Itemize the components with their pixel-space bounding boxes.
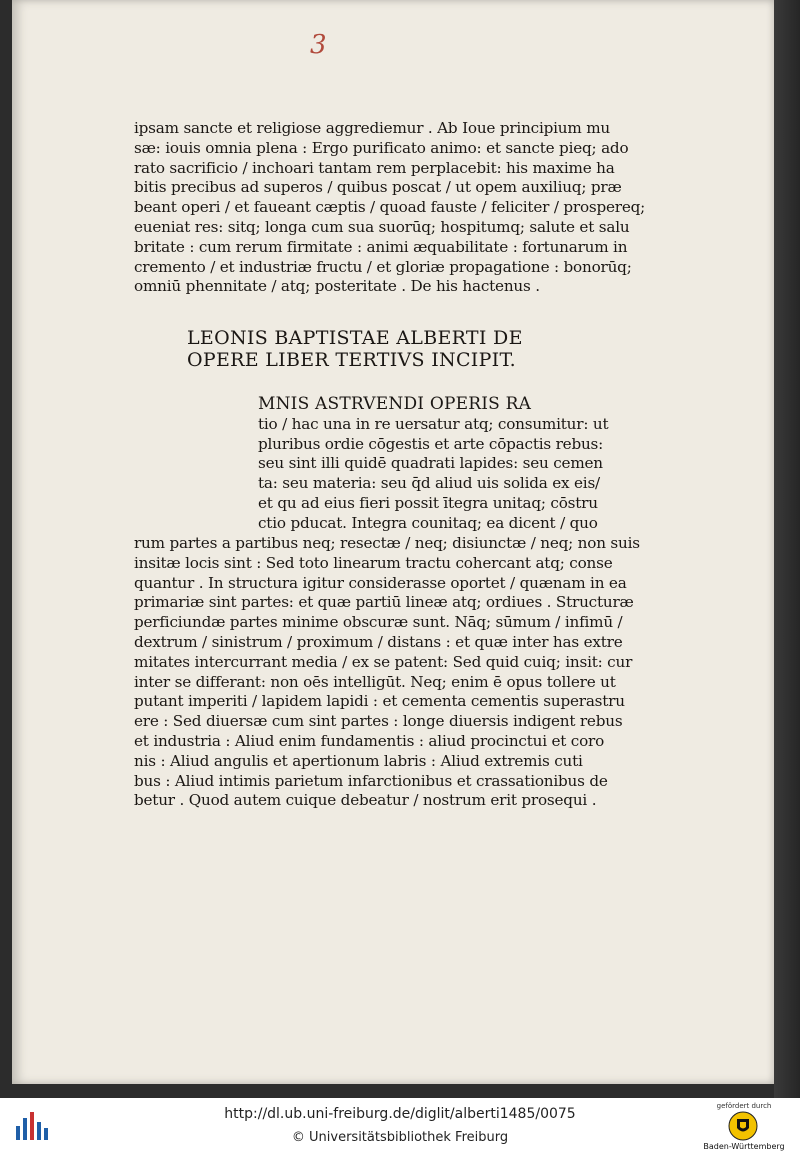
text-line: quantur . In structura igitur considerasse oportet / quænam in ea: [134, 573, 627, 592]
text-line-incipit: MNIS ASTRVENDI OPERIS RA: [258, 394, 532, 414]
text-line: britate : cum rerum firmitate : animi æquabilitate : fortunarum in: [134, 237, 628, 256]
permalink-url[interactable]: http://dl.ub.uni-freiburg.de/diglit/alberti1485/0075: [224, 1106, 576, 1122]
footer-bar: [0, 1098, 800, 1156]
text-line: insitæ locis sint : Sed toto linearum tractu cohercant atq; conse: [134, 553, 613, 572]
text-line: ta: seu materia: seu q̄d aliud uis solida ex eis/: [258, 474, 600, 493]
text-line: omniū phennitate / atq; posteritate . De his hactenus .: [134, 277, 540, 296]
sponsor-label: gefördert durch: [716, 1102, 772, 1110]
text-line: primariæ sint partes: et quæ partiū lineæ atq; ordiues . Structuræ: [134, 593, 634, 612]
paragraph-1: [134, 119, 645, 297]
text-line: ere : Sed diuersæ cum sint partes : longe diuersis indigent rebus: [134, 712, 623, 731]
text-line: bus : Aliud intimis parietum infarctionibus et crassationibus de: [134, 771, 608, 790]
text-line: et qu ad eius fieri possit ītegra unitaq; cōstru: [258, 493, 598, 512]
text-line: dextrum / sinistrum / proximum / distans : et quæ inter has extre: [134, 632, 623, 651]
section-heading: [187, 327, 523, 371]
text-line: putant imperiti / lapidem lapidi : et cementa cementis superastru: [134, 692, 625, 711]
paragraph-2-indented: [258, 395, 608, 534]
text-line: betur . Quod autem cuique debeatur / nostrum erit prosequi .: [134, 791, 597, 810]
sponsor-block: [690, 1100, 798, 1154]
text-line: ctio pducat. Integra counitaq; ea dicent / quo: [258, 513, 598, 532]
text-line: eueniat res: sitq; longa cum sua suorūq; hospitumq; salute et salu: [134, 217, 630, 236]
paragraph-2-full: [134, 534, 640, 811]
text-line: pluribus ordie cōgestis et arte cōpactis rebus:: [258, 434, 604, 453]
text-line: rum partes a partibus neq; resectæ / neq; disiunctæ / neq; non suis: [134, 534, 640, 552]
scanned-page: [12, 0, 774, 1084]
text-line: inter se differant: non oēs intelligūt. Neq; enim ē opus tollere ut: [134, 672, 616, 691]
sponsor-name: Baden-Württemberg: [703, 1142, 785, 1151]
heading-line: LEONIS BAPTISTAE ALBERTI DE: [187, 327, 523, 349]
copyright-notice: © Universitätsbibliothek Freiburg: [291, 1130, 509, 1145]
text-line: ipsam sancte et religiose aggrediemur . Ab Ioue principium mu: [134, 119, 610, 137]
text-line: et industria : Aliud enim fundamentis : aliud procinctui et coro: [134, 731, 605, 750]
page-edge-shadow: [774, 0, 800, 1098]
text-line: bitis precibus ad superos / quibus poscat / ut opem auxiliuq; præ: [134, 178, 622, 197]
text-line: sæ: iouis omnia plena : Ergo purificato animo: et sancte pieq; ado: [134, 138, 629, 157]
text-line: tio / hac una in re uersatur atq; consumitur: ut: [258, 414, 609, 433]
text-line: mitates intercurrant media / ex se patent: Sed quid cuiq; insit: cur: [134, 652, 633, 671]
text-line: perficiundæ partes minime obscuræ sunt. Nāq; sūmum / infimū /: [134, 613, 623, 632]
text-line: rato sacrificio / inchoari tantam rem perplacebit: his maxime ha: [134, 158, 615, 177]
text-line: seu sint illi quidē quadrati lapides: seu cemen: [258, 454, 603, 473]
text-line: beant operi / et faueant cæptis / quoad fauste / feliciter / prospereq;: [134, 198, 646, 217]
baden-wuerttemberg-crest-icon: [728, 1111, 758, 1141]
text-line: cremento / et industriæ fructu / et gloriæ propagatione : bonorūq;: [134, 257, 632, 276]
heading-line: OPERE LIBER TERTIVS INCIPIT.: [187, 349, 516, 371]
text-line: nis : Aliud angulis et apertionum labris : Aliud extremis cuti: [134, 751, 583, 770]
folio-number: 3: [310, 30, 327, 60]
